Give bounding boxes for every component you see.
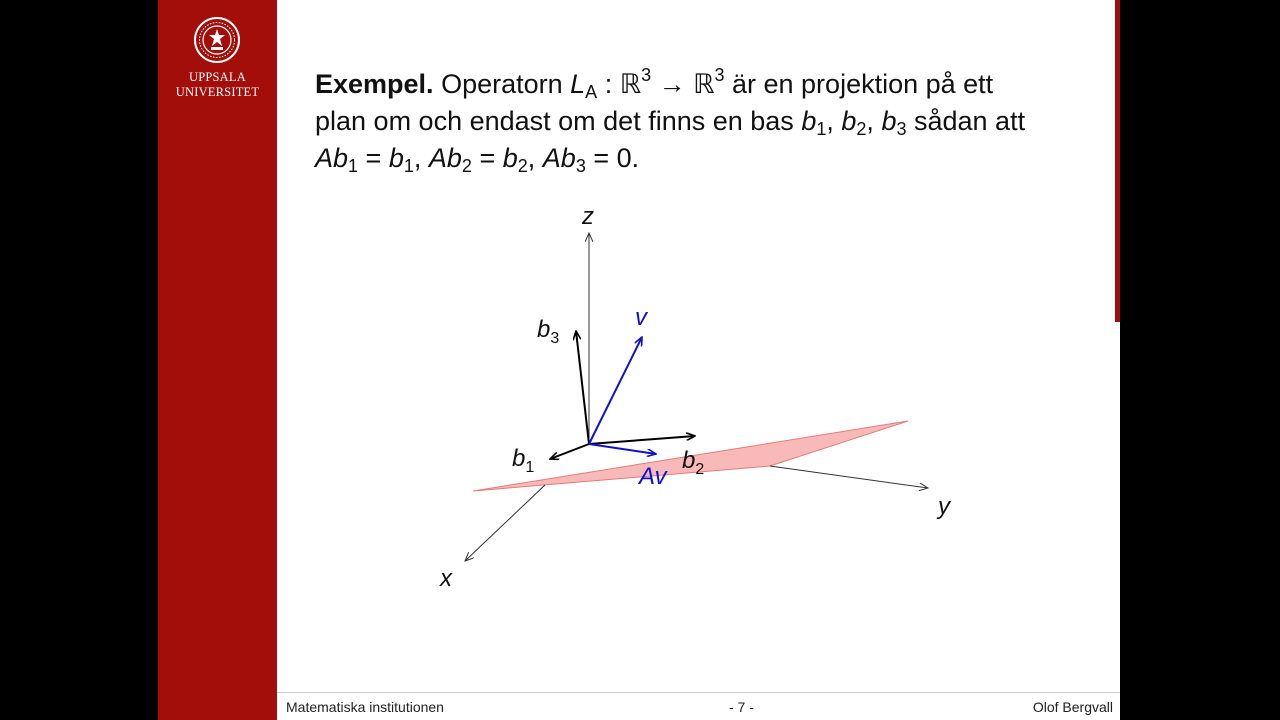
- basis-b3: $b_3$: [881, 106, 907, 139]
- b1-label: $b_1$: [512, 445, 535, 476]
- operator-L: $L_A$: [570, 69, 598, 102]
- z-axis-label: z: [582, 203, 594, 230]
- footer-author: Olof Bergvall: [1032, 699, 1113, 715]
- exponent: 3: [641, 65, 652, 85]
- eq-b1: $b_1$: [388, 143, 414, 176]
- b2-vector: [589, 436, 695, 444]
- text-segment: ,: [826, 106, 842, 136]
- eq-Ab1: $Ab_1$: [315, 143, 359, 176]
- b1-vector: [550, 444, 589, 459]
- text-segment: är en projektion på ett: [724, 69, 994, 99]
- basis-b2: $b_2$: [841, 106, 867, 139]
- text-segment: =: [471, 143, 503, 173]
- text-segment: → ℝ: [651, 69, 715, 99]
- v-vector: [589, 337, 642, 444]
- footer-department: Matematiska institutionen: [286, 699, 444, 715]
- text-segment: ,: [866, 106, 882, 136]
- projection-diagram: [158, 0, 1120, 692]
- eq-Ab3: $Ab_3$: [542, 143, 586, 176]
- eq-Ab2: $Ab_2$: [428, 143, 472, 176]
- slide-footer: [158, 692, 1120, 720]
- slide: [158, 0, 1120, 720]
- text-segment: ,: [413, 143, 429, 173]
- text-segment: = 0.: [585, 143, 640, 173]
- text-segment: ,: [527, 143, 543, 173]
- basis-b1: $b_1$: [801, 106, 827, 139]
- text-segment: sådan att: [906, 106, 1026, 136]
- b2-label: $b_2$: [682, 447, 705, 478]
- eq-b2: $b_2$: [502, 143, 528, 176]
- footer-divider: [277, 692, 1120, 693]
- y-axis: [770, 466, 928, 488]
- x-axis: [465, 485, 545, 561]
- text-segment: plan om och endast om det finns en bas: [315, 106, 802, 136]
- x-axis-label: x: [440, 565, 452, 592]
- text-segment: Operatorn: [433, 69, 571, 99]
- exponent: 3: [714, 65, 725, 85]
- text-segment: =: [358, 143, 389, 173]
- example-heading: Exempel.: [315, 69, 434, 99]
- logo-text-universitet: UNIVERSITET: [175, 85, 260, 99]
- b3-label: $b_3$: [537, 316, 560, 347]
- y-axis-label: y: [938, 493, 950, 520]
- logo-text-uppsala: UPPSALA: [189, 70, 246, 84]
- v-label: v: [635, 304, 647, 331]
- text-segment: : ℝ: [597, 69, 642, 99]
- Av-label: Av: [639, 463, 667, 490]
- b3-vector: [576, 331, 589, 444]
- Av-vector: [589, 444, 656, 454]
- footer-page-number: - 7 -: [729, 699, 754, 715]
